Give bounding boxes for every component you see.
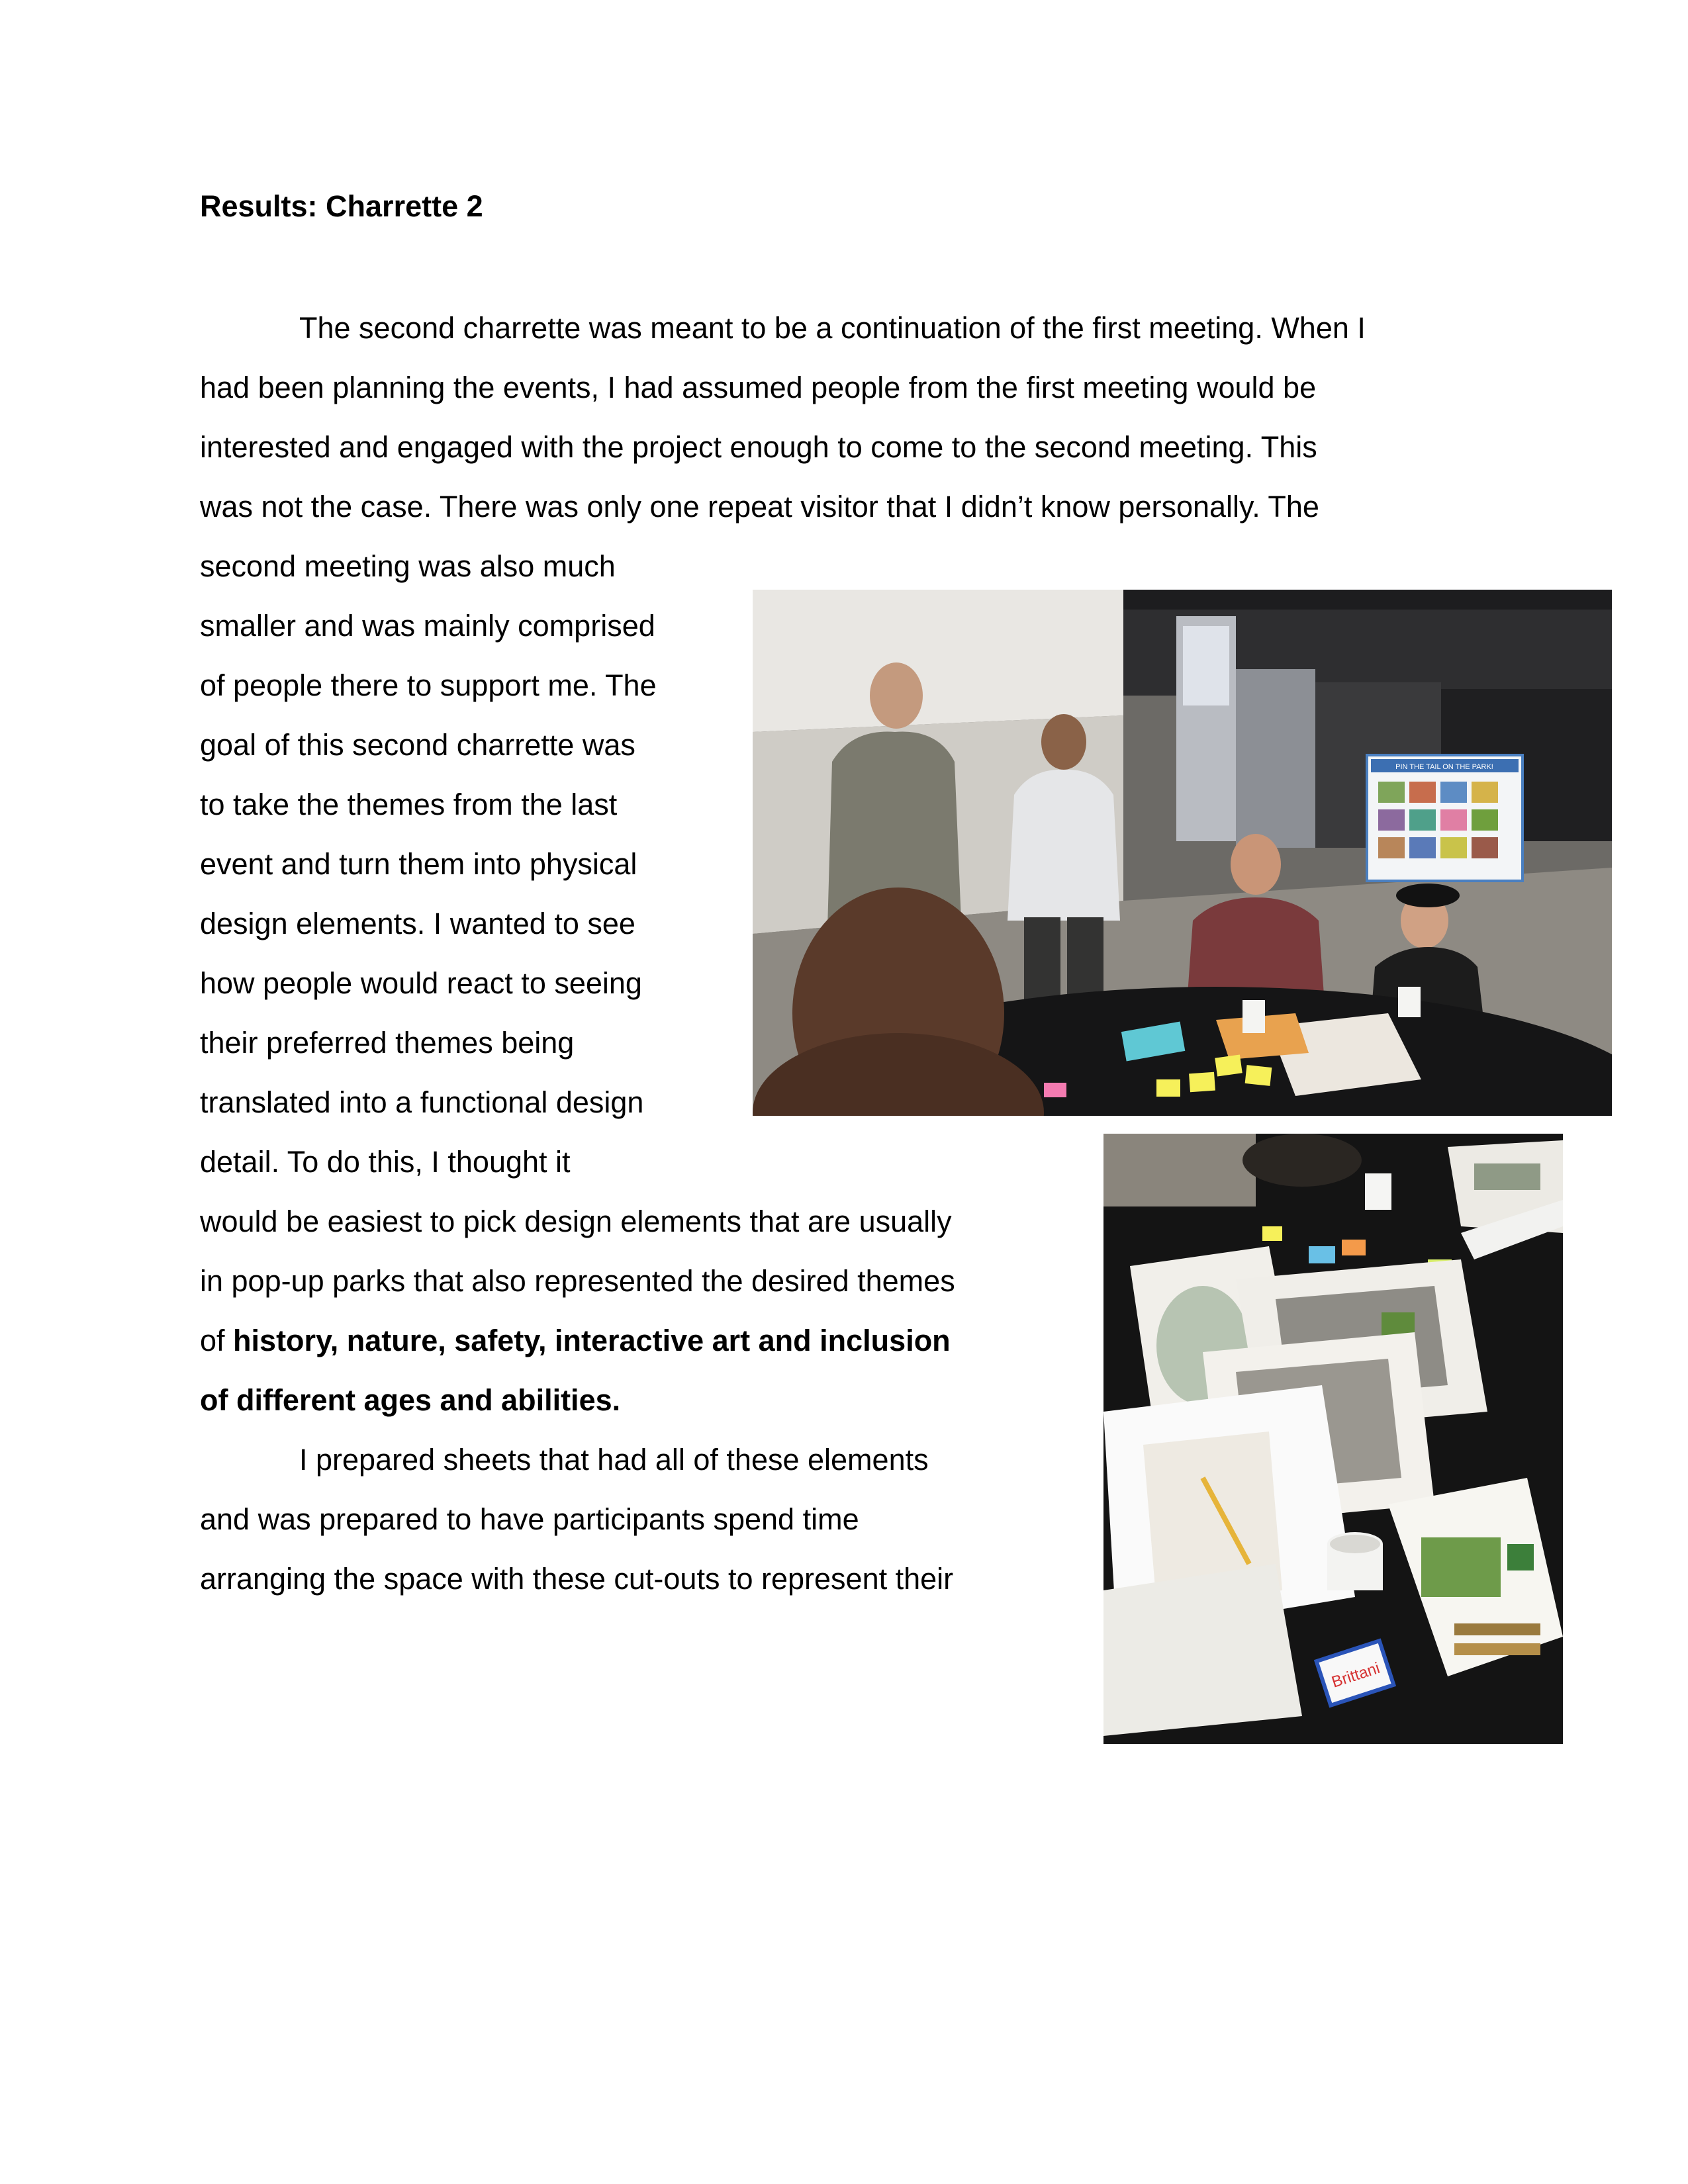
- body-line: interested and engaged with the project enough to come to the second meeting. This: [200, 430, 1317, 464]
- body-line: second meeting was also much: [200, 549, 616, 583]
- body-line: of people there to support me. The: [200, 668, 657, 702]
- body-line: smaller and was mainly comprised: [200, 609, 655, 643]
- body-line: I prepared sheets that had all of these elements: [299, 1443, 929, 1477]
- board-title: PIN THE TAIL ON THE PARK!: [1395, 763, 1493, 771]
- section-heading: Results: Charrette 2: [200, 189, 483, 223]
- body-line: to take the themes from the last: [200, 788, 618, 821]
- body-line: had been planning the events, I had assumed people from the first meeting would be: [200, 371, 1317, 404]
- body-line: goal of this second charrette was: [200, 728, 635, 762]
- body-line: was not the case. There was only one repeat visitor that I didn’t know personally. The: [200, 490, 1319, 523]
- body-line: detail. To do this, I thought it: [200, 1145, 571, 1179]
- body-line: would be easiest to pick design elements that are usually: [200, 1205, 952, 1238]
- body-line: and was prepared to have participants spend time: [200, 1502, 859, 1536]
- design-sheets-photo: [1103, 1134, 1563, 1744]
- themes-bold-text: history, nature, safety, interactive art and inclusion: [233, 1324, 951, 1357]
- body-line: how people would react to seeing: [200, 966, 642, 1000]
- body-line: their preferred themes being: [200, 1026, 575, 1060]
- body-line: event and turn them into physical: [200, 847, 637, 881]
- name-tag-text: Brittani: [1329, 1659, 1382, 1692]
- body-line: design elements. I wanted to see: [200, 907, 635, 940]
- body-line: arranging the space with these cut-outs to represent their: [200, 1562, 954, 1596]
- body-line: translated into a functional design: [200, 1085, 644, 1119]
- body-line: in pop-up parks that also represented the desired themes: [200, 1264, 955, 1298]
- body-line-themes-cont: [200, 1371, 620, 1430]
- charrette-meeting-photo: [753, 590, 1612, 1116]
- themes-bold-text: of different ages and abilities.: [200, 1383, 621, 1417]
- body-line-themes: [200, 1311, 951, 1371]
- themes-prefix: of: [200, 1324, 234, 1357]
- body-line: The second charrette was meant to be a continuation of the first meeting. When I: [299, 311, 1366, 345]
